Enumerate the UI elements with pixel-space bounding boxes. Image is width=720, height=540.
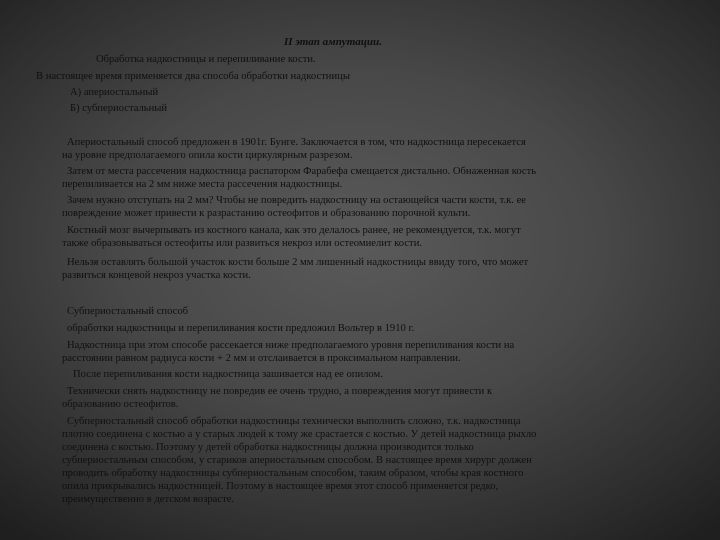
option-a: А) апериостальный xyxy=(70,87,159,98)
subperiosteal-line: Надкостница при этом способе рассекается ниже предполагаемого уровня перепиливания кости на xyxy=(67,340,515,351)
aperiosteal-line: развиться концевой некроз участка кости. xyxy=(62,270,251,281)
subperiosteal-line: плотно соединена с костью а у старых людей к тому же срастается с костью. У детей надкостница рыхло xyxy=(62,429,537,440)
aperiosteal-line: Затем от места рассечения надкостница распатором Фарабефа смещается дистально. Обнаженная кость xyxy=(67,166,537,177)
intro-heading: Обработка надкостницы и перепиливание кости. xyxy=(96,54,316,65)
subperiosteal-line: образованию остеофитов. xyxy=(62,399,179,410)
subperiosteal-line: обработки надкостницы и перепиливания кости предложил Вольтер в 1910 г. xyxy=(67,323,415,334)
subperiosteal-line: преимущественно в детском возрасте. xyxy=(62,494,235,505)
subperiosteal-line: расстоянии равном радиуса кости + 2 мм и отслаивается в проксимальном направлении. xyxy=(62,353,461,364)
aperiosteal-line: перепиливается на 2 мм ниже места рассечения надкостницы. xyxy=(62,179,343,190)
aperiosteal-line: также образовываться остеофиты или развиться некроз или остеомиелит кости. xyxy=(62,238,423,249)
intro-lead: В настоящее время применяется два способа обработки надкостницы xyxy=(36,71,350,82)
page-title: II этап ампутации. xyxy=(284,36,382,48)
aperiosteal-line: Нельзя оставлять большой участок кости больше 2 мм лишенный надкостницы ввиду того, что может xyxy=(67,257,529,268)
subperiosteal-line: проводить обработку надкостницы субпериостальным способом, таким образом, чтобы края костного xyxy=(62,468,524,479)
option-b: Б) субпериостальный xyxy=(70,103,168,114)
subperiosteal-line: Субпериостальный способ обработки надкостницы технически выполнить сложно, т.к. надкостница xyxy=(67,416,521,427)
subperiosteal-line: опила прикрывались надкостницей. Поэтому в настоящее время этот способ применяется редко, xyxy=(62,481,499,492)
aperiosteal-line: Костный мозг вычерпывать из костного канала, как это делалось ранее, не рекомендуется, т.к. могут xyxy=(67,225,521,236)
aperiosteal-line: Апериостальный способ предложен в 1901г. Бунге. Заключается в том, что надкостница пересекается xyxy=(67,137,526,148)
aperiosteal-line: на уровне предполагаемого опила кости циркулярным разрезом. xyxy=(62,150,353,161)
subperiosteal-line: После перепиливания кости надкостница зашивается над ее опилом. xyxy=(73,369,383,380)
subperiosteal-line: субпериостальным способом, у стариков апериостальным способом. В настоящее время хирург должен xyxy=(62,455,532,466)
subperiosteal-line: соединена с костью. Поэтому у детей обработка надкостницы должна производится только xyxy=(62,442,474,453)
subperiosteal-line: Технически снять надкостницу не повредив ее очень трудно, а повреждения могут привести к xyxy=(67,386,493,397)
subperiosteal-line: Субпериостальный способ xyxy=(67,306,189,317)
aperiosteal-line: повреждение может привести к разрастанию остеофитов и образованию порочной культи. xyxy=(62,208,471,219)
aperiosteal-line: Зачем нужно отступать на 2 мм? Чтобы не повредить надкостницу на остающейся части кости, т.к. ее xyxy=(67,195,527,206)
